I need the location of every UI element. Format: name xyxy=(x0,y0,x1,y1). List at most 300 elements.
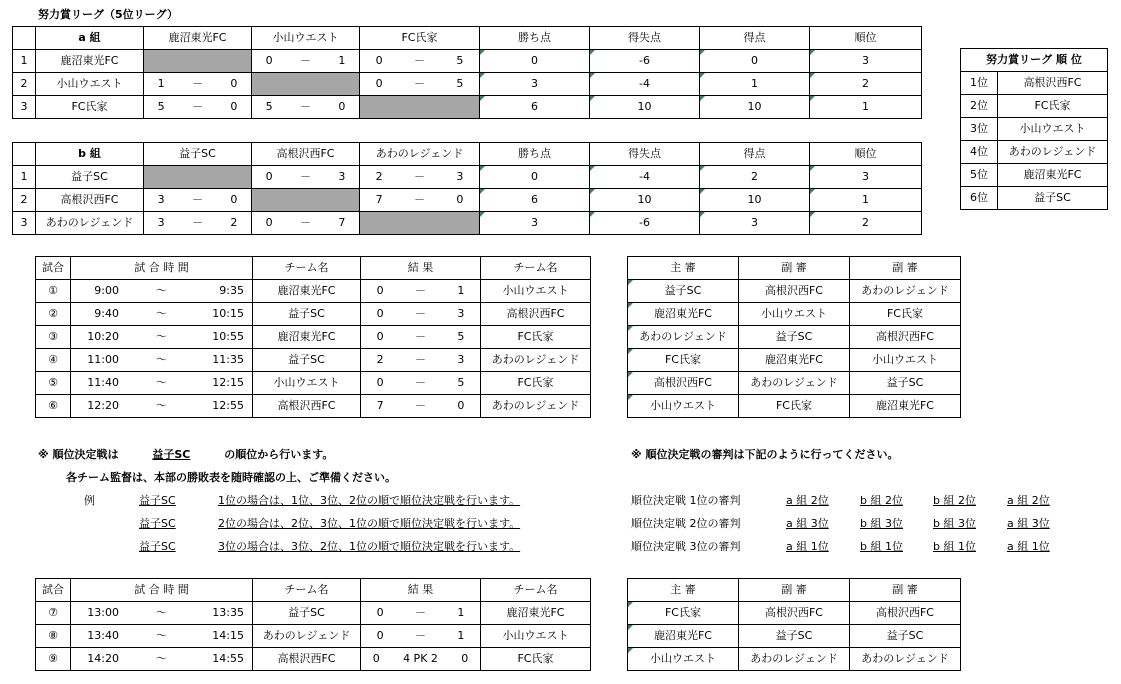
self-match-cell xyxy=(252,73,360,96)
header-cell: 得点 xyxy=(700,27,810,50)
stat-diff: -4 xyxy=(590,73,700,96)
match-result xyxy=(361,349,481,372)
score-part: － xyxy=(299,54,311,67)
match-time xyxy=(71,372,253,395)
match-result xyxy=(361,280,481,303)
score-wrap xyxy=(252,50,359,72)
row-number: 2 xyxy=(13,189,36,212)
score-part: － xyxy=(191,216,203,229)
self-match-cell xyxy=(144,166,252,189)
end-time: 9:35 xyxy=(219,284,244,297)
score-wrap xyxy=(144,96,251,118)
match-result xyxy=(361,395,481,418)
header-row xyxy=(13,27,922,50)
referee-header-row xyxy=(628,257,961,280)
team-name: あわのレジェンド xyxy=(36,212,144,235)
referee-row xyxy=(628,648,961,671)
stat-goals: 10 xyxy=(700,96,810,119)
team-name: 小山ウエスト xyxy=(36,73,144,96)
assistant-referee-1: FC氏家 xyxy=(739,395,850,418)
match-score xyxy=(144,73,252,96)
ranking-row xyxy=(961,118,1108,141)
result-wrap xyxy=(361,326,480,348)
ranking-row xyxy=(961,72,1108,95)
ranking-row xyxy=(961,141,1108,164)
match-number: ② xyxy=(36,303,71,326)
score-part: 0 xyxy=(375,54,383,67)
time-tilde: 〜 xyxy=(156,353,167,366)
match-score xyxy=(144,96,252,119)
schedule-row xyxy=(36,602,591,625)
time-wrap xyxy=(71,349,252,371)
end-time: 10:55 xyxy=(212,330,244,343)
home-team: 益子SC xyxy=(253,303,361,326)
home-score: 0 xyxy=(376,330,384,343)
home-team: 小山ウエスト xyxy=(253,372,361,395)
rank-position: 5位 xyxy=(961,164,998,187)
rank-team: 益子SC xyxy=(998,187,1108,210)
assistant-referee-1: 益子SC xyxy=(739,326,850,349)
referee-rule-group: b 組 3位 xyxy=(860,517,903,530)
schedule-header-team2: チーム名 xyxy=(481,257,591,280)
match-time xyxy=(71,280,253,303)
row-number: 1 xyxy=(13,166,36,189)
main-referee: 小山ウエスト xyxy=(628,395,739,418)
note-prefix: ※ 順位決定戦は xyxy=(38,448,119,461)
away-team: 鹿沼東光FC xyxy=(481,602,591,625)
score-part: 3 xyxy=(338,170,346,183)
row-number: 1 xyxy=(13,50,36,73)
score-part: 3 xyxy=(157,216,165,229)
self-match-cell xyxy=(252,189,360,212)
score-part: － xyxy=(413,77,425,90)
main-referee: FC氏家 xyxy=(628,602,739,625)
rank-team: FC氏家 xyxy=(998,95,1108,118)
team-name: FC氏家 xyxy=(36,96,144,119)
home-score: 0 xyxy=(372,652,380,665)
example-label: 例 xyxy=(84,494,95,507)
stat-diff: 10 xyxy=(590,96,700,119)
time-tilde: 〜 xyxy=(156,307,167,320)
score-wrap xyxy=(144,73,251,95)
referee-header-sub2: 副 審 xyxy=(850,257,961,280)
rank-position: 3位 xyxy=(961,118,998,141)
score-part: 5 xyxy=(456,77,464,90)
schedule-header-result: 結 果 xyxy=(361,579,481,602)
corner-cell xyxy=(13,143,36,166)
referee-rule-group: b 組 1位 xyxy=(933,540,976,553)
match-score xyxy=(252,166,360,189)
stat-goals: 0 xyxy=(700,50,810,73)
stat-pts: 6 xyxy=(480,189,590,212)
referee-header-sub1: 副 審 xyxy=(739,257,850,280)
away-score: 5 xyxy=(457,330,465,343)
away-team: FC氏家 xyxy=(481,372,591,395)
team-row xyxy=(13,73,922,96)
ranking-row xyxy=(961,95,1108,118)
score-part: － xyxy=(413,170,425,183)
referee-rule-group: a 組 2位 xyxy=(786,494,829,507)
match-number: ① xyxy=(36,280,71,303)
home-team: 鹿沼東光FC xyxy=(253,326,361,349)
referee-row xyxy=(628,280,961,303)
header-cell: 益子SC xyxy=(144,143,252,166)
schedule-header-team: チーム名 xyxy=(253,579,361,602)
schedule-row xyxy=(36,303,591,326)
match-number: ④ xyxy=(36,349,71,372)
schedule-header-team: チーム名 xyxy=(253,257,361,280)
referee-row xyxy=(628,349,961,372)
stat-goals: 10 xyxy=(700,189,810,212)
rank-position: 1位 xyxy=(961,72,998,95)
time-wrap xyxy=(71,648,252,670)
match-time xyxy=(71,326,253,349)
note-prepare: 各チーム監督は、本部の勝敗表を随時確認の上、ご準備ください。 xyxy=(66,471,396,484)
header-cell: FC氏家 xyxy=(360,27,480,50)
end-time: 12:15 xyxy=(212,376,244,389)
score-part: 5 xyxy=(265,100,273,113)
example-team: 益子SC xyxy=(139,494,176,507)
schedule-header-match: 試合 xyxy=(36,579,71,602)
assistant-referee-1: 高根沢西FC xyxy=(739,280,850,303)
assistant-referee-1: 鹿沼東光FC xyxy=(739,349,850,372)
match-score xyxy=(360,73,480,96)
away-score: 1 xyxy=(457,606,465,619)
match-result xyxy=(361,303,481,326)
result-wrap xyxy=(361,349,480,371)
rank-position: 6位 xyxy=(961,187,998,210)
referee-rule-label: 順位決定戦 3位の審判 xyxy=(631,540,741,553)
away-score: 1 xyxy=(457,629,465,642)
example-text: 1位の場合は、1位、3位、2位の順で順位決定戦を行います。 xyxy=(218,494,521,507)
schedule-row xyxy=(36,395,591,418)
row-number: 3 xyxy=(13,212,36,235)
home-score: 0 xyxy=(376,307,384,320)
result-dash: － xyxy=(414,606,426,619)
header-cell: 小山ウエスト xyxy=(252,27,360,50)
score-wrap xyxy=(252,96,359,118)
rank-team: 鹿沼東光FC xyxy=(998,164,1108,187)
referee-row xyxy=(628,303,961,326)
schedule-header-result: 結 果 xyxy=(361,257,481,280)
start-time: 10:20 xyxy=(87,330,119,343)
assistant-referee-2: 小山ウエスト xyxy=(850,349,961,372)
schedule-header-match: 試合 xyxy=(36,257,71,280)
schedule-row xyxy=(36,648,591,671)
referee-row xyxy=(628,395,961,418)
away-team: あわのレジェンド xyxy=(481,349,591,372)
result-wrap xyxy=(361,602,480,624)
stat-diff: -6 xyxy=(590,212,700,235)
time-tilde: 〜 xyxy=(156,284,167,297)
team-row xyxy=(13,166,922,189)
score-wrap xyxy=(360,73,479,95)
score-part: － xyxy=(413,54,425,67)
stat-goals: 2 xyxy=(700,166,810,189)
match-number: ③ xyxy=(36,326,71,349)
score-part: － xyxy=(413,193,425,206)
match-score xyxy=(252,212,360,235)
referee-table-2 xyxy=(627,578,961,671)
referee-rule-label: 順位決定戦 1位の審判 xyxy=(631,494,741,507)
home-score: 2 xyxy=(376,353,384,366)
result-wrap xyxy=(361,395,480,417)
home-team: 高根沢西FC xyxy=(253,395,361,418)
result-dash: － xyxy=(414,330,426,343)
stat-rank: 1 xyxy=(810,96,922,119)
match-time xyxy=(71,395,253,418)
stat-diff: 10 xyxy=(590,189,700,212)
corner-cell xyxy=(13,27,36,50)
score-part: － xyxy=(191,193,203,206)
assistant-referee-2: 益子SC xyxy=(850,625,961,648)
score-wrap xyxy=(252,166,359,188)
match-time xyxy=(71,648,253,671)
team-row xyxy=(13,189,922,212)
stat-pts: 6 xyxy=(480,96,590,119)
score-part: 5 xyxy=(157,100,165,113)
match-score xyxy=(252,96,360,119)
end-time: 14:55 xyxy=(212,652,244,665)
match-result xyxy=(361,602,481,625)
ranking-title: 努力賞リーグ 順 位 xyxy=(961,49,1108,72)
stat-pts: 3 xyxy=(480,212,590,235)
match-number: ⑧ xyxy=(36,625,71,648)
result-wrap xyxy=(361,280,480,302)
rank-position: 4位 xyxy=(961,141,998,164)
page-title: 努力賞リーグ（5位リーグ） xyxy=(38,8,178,21)
time-tilde: 〜 xyxy=(156,652,167,665)
assistant-referee-1: あわのレジェンド xyxy=(739,372,850,395)
match-time xyxy=(71,349,253,372)
rank-team: 高根沢西FC xyxy=(998,72,1108,95)
header-cell: a 組 xyxy=(36,27,144,50)
match-score xyxy=(144,189,252,212)
main-referee: 鹿沼東光FC xyxy=(628,303,739,326)
stat-diff: -4 xyxy=(590,166,700,189)
team-name: 益子SC xyxy=(36,166,144,189)
match-number: ⑦ xyxy=(36,602,71,625)
match-result xyxy=(361,625,481,648)
score-part: 1 xyxy=(157,77,165,90)
header-cell: 鹿沼東光FC xyxy=(144,27,252,50)
schedule-row xyxy=(36,372,591,395)
result-dash: 4 PK 2 xyxy=(403,652,438,665)
score-wrap xyxy=(360,189,479,211)
main-referee: あわのレジェンド xyxy=(628,326,739,349)
example-text: 3位の場合は、3位、2位、1位の順で順位決定戦を行います。 xyxy=(218,540,521,553)
time-tilde: 〜 xyxy=(156,629,167,642)
home-score: 0 xyxy=(376,606,384,619)
away-score: 0 xyxy=(457,399,465,412)
stat-pts: 3 xyxy=(480,73,590,96)
header-cell: 得失点 xyxy=(590,27,700,50)
score-wrap xyxy=(360,166,479,188)
away-team: FC氏家 xyxy=(481,326,591,349)
away-score: 1 xyxy=(457,284,465,297)
assistant-referee-1: 小山ウエスト xyxy=(739,303,850,326)
match-time xyxy=(71,303,253,326)
stat-rank: 1 xyxy=(810,189,922,212)
start-time: 14:20 xyxy=(87,652,119,665)
result-dash: － xyxy=(414,307,426,320)
score-part: － xyxy=(299,170,311,183)
score-part: 1 xyxy=(338,54,346,67)
end-time: 12:55 xyxy=(212,399,244,412)
score-part: 7 xyxy=(338,216,346,229)
start-time: 9:00 xyxy=(94,284,119,297)
match-score xyxy=(360,50,480,73)
match-time xyxy=(71,625,253,648)
referee-header-row xyxy=(628,579,961,602)
main-referee: 小山ウエスト xyxy=(628,648,739,671)
start-time: 11:00 xyxy=(87,353,119,366)
team-row xyxy=(13,212,922,235)
ranking-table xyxy=(960,48,1108,210)
referee-rule-group: b 組 2位 xyxy=(933,494,976,507)
self-match-cell xyxy=(360,212,480,235)
ranking-row xyxy=(961,164,1108,187)
start-time: 9:40 xyxy=(94,307,119,320)
result-dash: － xyxy=(414,353,426,366)
end-time: 14:15 xyxy=(212,629,244,642)
referee-header-main: 主 審 xyxy=(628,579,739,602)
assistant-referee-2: FC氏家 xyxy=(850,303,961,326)
home-team: 鹿沼東光FC xyxy=(253,280,361,303)
away-team: 小山ウエスト xyxy=(481,280,591,303)
score-part: － xyxy=(191,100,203,113)
match-score xyxy=(144,212,252,235)
schedule-header-time: 試 合 時 間 xyxy=(71,257,253,280)
time-wrap xyxy=(71,372,252,394)
team-row xyxy=(13,96,922,119)
result-dash: － xyxy=(414,284,426,297)
assistant-referee-2: 高根沢西FC xyxy=(850,602,961,625)
main-referee: FC氏家 xyxy=(628,349,739,372)
score-part: 0 xyxy=(265,170,273,183)
time-tilde: 〜 xyxy=(156,399,167,412)
rank-position: 2位 xyxy=(961,95,998,118)
stat-rank: 2 xyxy=(810,73,922,96)
assistant-referee-2: 鹿沼東光FC xyxy=(850,395,961,418)
ranking-row xyxy=(961,187,1108,210)
score-part: 0 xyxy=(456,193,464,206)
schedule-table-2 xyxy=(35,578,591,671)
score-wrap xyxy=(360,50,479,72)
home-team: 高根沢西FC xyxy=(253,648,361,671)
note-suffix: の順位から行います。 xyxy=(224,448,334,461)
referee-rule-group: b 組 3位 xyxy=(933,517,976,530)
group-b-table xyxy=(12,142,922,235)
away-team: 小山ウエスト xyxy=(481,625,591,648)
referee-table-1 xyxy=(627,256,961,418)
score-wrap xyxy=(144,212,251,234)
match-score xyxy=(360,166,480,189)
result-dash: － xyxy=(414,399,426,412)
end-time: 10:15 xyxy=(212,307,244,320)
result-wrap xyxy=(361,648,480,670)
score-part: 0 xyxy=(230,100,238,113)
schedule-header-row xyxy=(36,579,591,602)
schedule-row xyxy=(36,326,591,349)
header-cell: 勝ち点 xyxy=(480,143,590,166)
home-team: 益子SC xyxy=(253,602,361,625)
away-score: 3 xyxy=(457,307,465,320)
score-wrap xyxy=(252,212,359,234)
match-result xyxy=(361,326,481,349)
match-score xyxy=(360,189,480,212)
score-part: 3 xyxy=(456,170,464,183)
rank-team: 小山ウエスト xyxy=(998,118,1108,141)
assistant-referee-1: 益子SC xyxy=(739,625,850,648)
time-tilde: 〜 xyxy=(156,376,167,389)
referee-rule-group: b 組 1位 xyxy=(860,540,903,553)
referee-note-title: ※ 順位決定戦の審判は下記のように行ってください。 xyxy=(631,448,899,461)
result-wrap xyxy=(361,372,480,394)
schedule-header-row xyxy=(36,257,591,280)
main-referee: 益子SC xyxy=(628,280,739,303)
rank-team: あわのレジェンド xyxy=(998,141,1108,164)
referee-rule-group: a 組 3位 xyxy=(1007,517,1050,530)
stat-rank: 2 xyxy=(810,212,922,235)
score-part: 0 xyxy=(375,77,383,90)
score-part: 2 xyxy=(375,170,383,183)
stat-goals: 1 xyxy=(700,73,810,96)
referee-header-main: 主 審 xyxy=(628,257,739,280)
result-dash: － xyxy=(414,376,426,389)
stat-pts: 0 xyxy=(480,50,590,73)
header-cell: 順位 xyxy=(810,27,922,50)
assistant-referee-2: 高根沢西FC xyxy=(850,326,961,349)
self-match-cell xyxy=(144,50,252,73)
score-part: 2 xyxy=(230,216,238,229)
stat-diff: -6 xyxy=(590,50,700,73)
score-part: 5 xyxy=(456,54,464,67)
referee-header-sub2: 副 審 xyxy=(850,579,961,602)
stat-rank: 3 xyxy=(810,166,922,189)
home-score: 0 xyxy=(376,376,384,389)
score-part: 0 xyxy=(265,216,273,229)
referee-rule-group: a 組 1位 xyxy=(1007,540,1050,553)
start-time: 11:40 xyxy=(87,376,119,389)
end-time: 13:35 xyxy=(212,606,244,619)
away-team: 高根沢西FC xyxy=(481,303,591,326)
match-number: ⑨ xyxy=(36,648,71,671)
schedule-header-team2: チーム名 xyxy=(481,579,591,602)
score-wrap xyxy=(144,189,251,211)
header-cell: 得点 xyxy=(700,143,810,166)
away-team: あわのレジェンド xyxy=(481,395,591,418)
referee-rule-label: 順位決定戦 2位の審判 xyxy=(631,517,741,530)
time-tilde: 〜 xyxy=(156,606,167,619)
score-part: － xyxy=(191,77,203,90)
main-referee: 高根沢西FC xyxy=(628,372,739,395)
score-part: － xyxy=(299,100,311,113)
team-name: 高根沢西FC xyxy=(36,189,144,212)
away-score: 3 xyxy=(457,353,465,366)
stat-rank: 3 xyxy=(810,50,922,73)
referee-row xyxy=(628,372,961,395)
group-a-table xyxy=(12,26,922,119)
match-time xyxy=(71,602,253,625)
header-cell: 勝ち点 xyxy=(480,27,590,50)
home-score: 0 xyxy=(376,629,384,642)
referee-row xyxy=(628,602,961,625)
score-part: 0 xyxy=(265,54,273,67)
start-time: 13:00 xyxy=(87,606,119,619)
match-result xyxy=(361,372,481,395)
header-cell: 順位 xyxy=(810,143,922,166)
